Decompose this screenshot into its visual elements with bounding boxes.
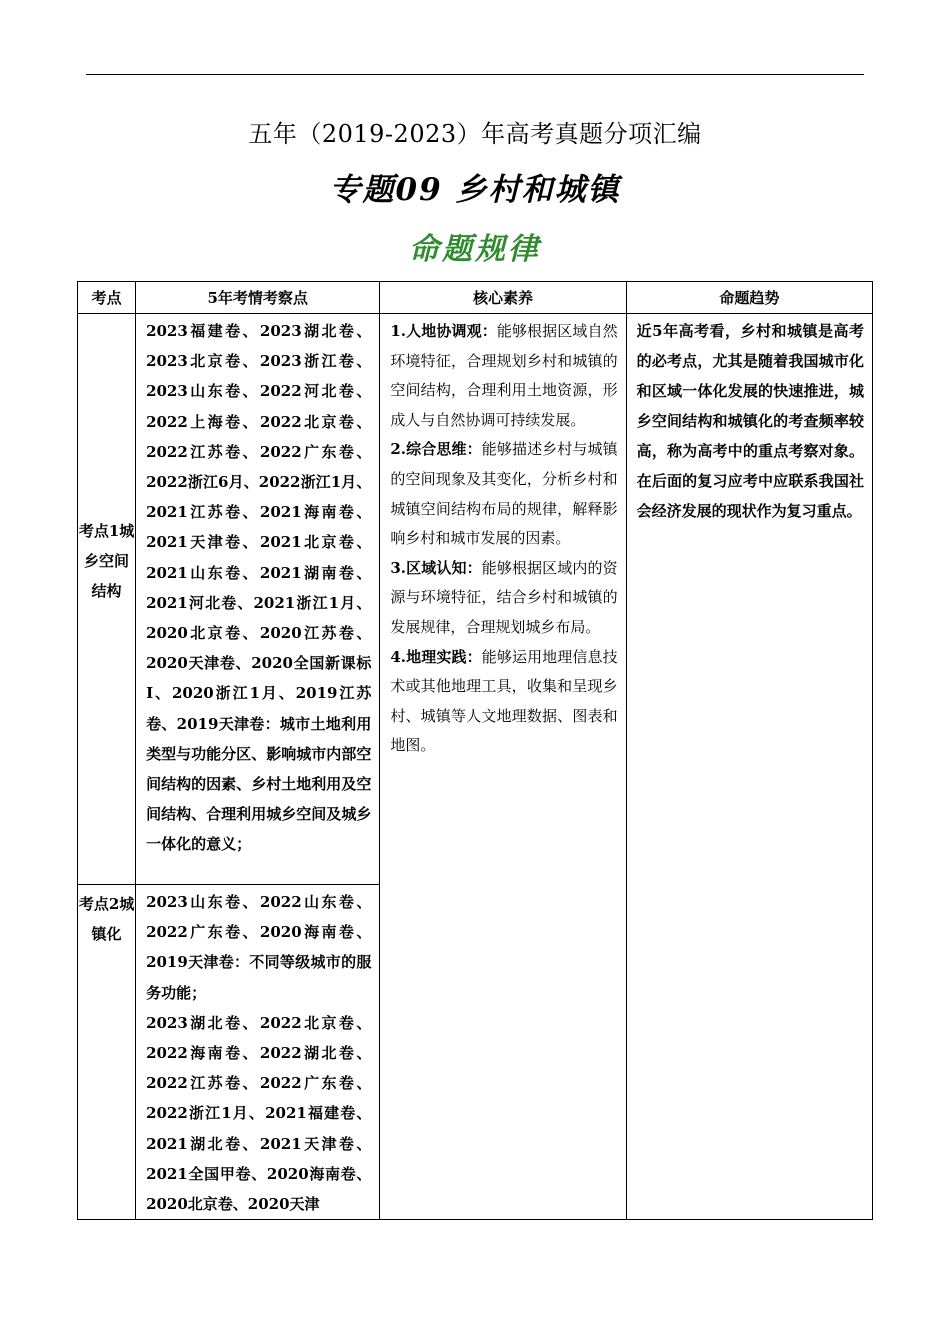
core-literacy <box>380 314 625 761</box>
core-item-head: 4.地理实践： <box>390 647 482 666</box>
table-header-row <box>78 282 873 314</box>
header-point: 考点 <box>78 282 136 314</box>
core-item-head: 1.人地协调观： <box>390 322 497 340</box>
core-item <box>390 435 617 553</box>
core-item-text: 能够根据区域内的资源与环境特征，结合乡村和城镇的发展规律，合理规划城乡布局。 <box>390 558 618 636</box>
core-item-text: 能够根据区域自然环境特征，合理规划乡村和城镇的空间结构，合理利用土地资源，形成人与自然协调可持续发展。 <box>390 322 618 429</box>
core-item-head: 2.综合思维： <box>390 440 482 459</box>
core-item-text: 能够运用地理信息技术或其他地理工具，收集和呈现乡村、城镇等人文地理数据、图表和地图。 <box>390 647 618 755</box>
exam-analysis-table <box>77 281 873 1220</box>
core-item <box>390 554 617 643</box>
exams-cell <box>136 885 380 1220</box>
table-row <box>78 314 873 885</box>
core-item <box>390 643 617 761</box>
core-cell <box>380 314 626 1220</box>
point-cell <box>78 314 136 885</box>
point-label: 考点1城乡空间结构 <box>78 522 135 600</box>
trend-cell <box>626 314 872 1220</box>
exams-cell <box>136 314 380 885</box>
header-exams: 5年考情考察点 <box>136 282 380 314</box>
collection-title: 五年（2019-2023）年高考真题分项汇编 <box>248 120 702 148</box>
core-item-head: 3.区域认知： <box>390 558 482 577</box>
exams-text <box>136 885 379 1219</box>
section-title: 命题规律 <box>409 232 541 267</box>
header-trend: 命题趋势 <box>626 282 872 314</box>
core-item <box>390 317 617 435</box>
topic-title: 专题09 乡村和城镇 <box>329 172 621 208</box>
core-item-text: 能够描述乡村与城镇的空间现象及其变化，分析乡村和城镇空间结构布局的规律，解释影响乡村和城市发展的因素。 <box>390 440 618 548</box>
exams-text-a: 2023山东卷、2022山东卷、2022广东卷、2020海南卷、2019天津卷：不同等级城市的服务功能； <box>146 893 372 1002</box>
exams-text-b: 2023湖北卷、2022北京卷、2022海南卷、2022湖北卷、2022江苏卷、2022广东卷、2022浙江1月、2021福建卷、2021湖北卷、2021天津卷、2021全国甲卷、2020海南卷、2020北京卷、2020天津 <box>146 1013 372 1214</box>
header-rule <box>86 74 864 75</box>
trend-text: 近5年高考看，乡村和城镇是高考的必考点，尤其是随着我国城市化和区域一体化发展的快速推进，城乡空间结构和城镇化的考查频率较高，称为高考中的重点考察对象。在后面的复习应考中应联系我国社会经济发展的现状作为复习重点。 <box>636 322 864 520</box>
point-cell <box>78 885 136 1220</box>
header-core: 核心素养 <box>380 282 626 314</box>
exams-text: 2023福建卷、2023湖北卷、2023北京卷、2023浙江卷、2023山东卷、2022河北卷、2022上海卷、2022北京卷、2022江苏卷、2022广东卷、2022浙江6月、2022浙江1月、2021江苏卷、2021海南卷、2021天津卷、2021北京卷、2021山东卷、2021湖南卷、2021河北卷、2021浙江1月、2020北京卷、2020江苏卷、2020天津卷、2020全国新课标Ⅰ、2020浙江1月、2019江苏卷、2019天津卷：城市土地利用类型与功能分区、影响城市内部空间结构的因素、乡村土地利用及空间结构、合理利用城乡空间及城乡一体化的意义； <box>146 322 372 854</box>
point-label: 考点2城镇化 <box>78 895 135 943</box>
